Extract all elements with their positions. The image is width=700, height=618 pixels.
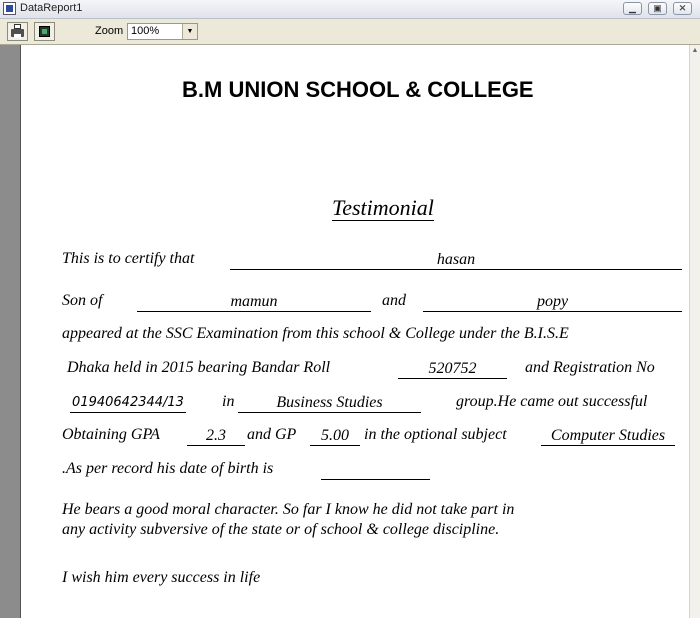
- gp-field: 5.00: [310, 426, 360, 446]
- registration-field: 01940642344/13: [70, 393, 186, 413]
- window-title: DataReport1: [20, 2, 83, 14]
- wish-line: I wish him every success in life: [62, 569, 261, 586]
- vertical-scrollbar[interactable]: [689, 45, 700, 618]
- scroll-up-icon[interactable]: ▲: [691, 47, 699, 54]
- exam-line: appeared at the SSC Examination from this school & College under the B.I.S.E: [62, 325, 569, 342]
- app-icon: [3, 2, 16, 15]
- son-of-label: Son of: [62, 292, 103, 309]
- and-label: and: [382, 292, 406, 309]
- gpa-label: Obtaining GPA: [62, 426, 160, 443]
- gpa-field: 2.3: [187, 426, 245, 446]
- result-line: group.He came out successful: [456, 393, 648, 410]
- restore-button[interactable]: ▣: [648, 2, 667, 15]
- roll-field: 520752: [398, 359, 507, 379]
- export-button[interactable]: [34, 22, 55, 41]
- registration-label: and Registration No: [525, 359, 655, 376]
- toolbar: [0, 19, 700, 45]
- chevron-down-icon[interactable]: ▼: [182, 24, 197, 39]
- testimonial-title: Testimonial: [332, 195, 434, 220]
- dob-label: .As per record his date of birth is: [62, 460, 274, 477]
- minimize-button[interactable]: ▁: [623, 2, 642, 15]
- export-icon: [39, 26, 50, 37]
- zoom-dropdown[interactable]: [127, 23, 198, 40]
- group-field: Business Studies: [238, 393, 421, 413]
- in-label: in: [222, 393, 235, 410]
- board-line: Dhaka held in 2015 bearing Bandar Roll: [67, 359, 331, 376]
- character-line-2: any activity subversive of the state or of school & college discipline.: [62, 521, 500, 538]
- school-heading: B.M UNION SCHOOL & COLLEGE: [182, 77, 534, 102]
- zoom-value: 100%: [131, 25, 160, 37]
- father-name-field: mamun: [137, 292, 371, 312]
- gp-label: and GP: [247, 426, 297, 443]
- report-gutter: [0, 45, 21, 618]
- close-button[interactable]: ✕: [673, 2, 692, 15]
- student-name-field: hasan: [230, 250, 682, 270]
- optional-subject-label: in the optional subject: [364, 426, 507, 443]
- printer-icon: [11, 29, 24, 37]
- mother-name-field: popy: [423, 292, 682, 312]
- zoom-label: Zoom: [95, 25, 124, 37]
- character-line-1: He bears a good moral character. So far I know he did not take part in: [62, 501, 515, 518]
- print-button[interactable]: [7, 22, 28, 41]
- dob-field: [321, 460, 430, 480]
- optional-subject-field: Computer Studies: [541, 426, 675, 446]
- certify-text: This is to certify that: [62, 250, 195, 267]
- title-bar: [0, 0, 700, 19]
